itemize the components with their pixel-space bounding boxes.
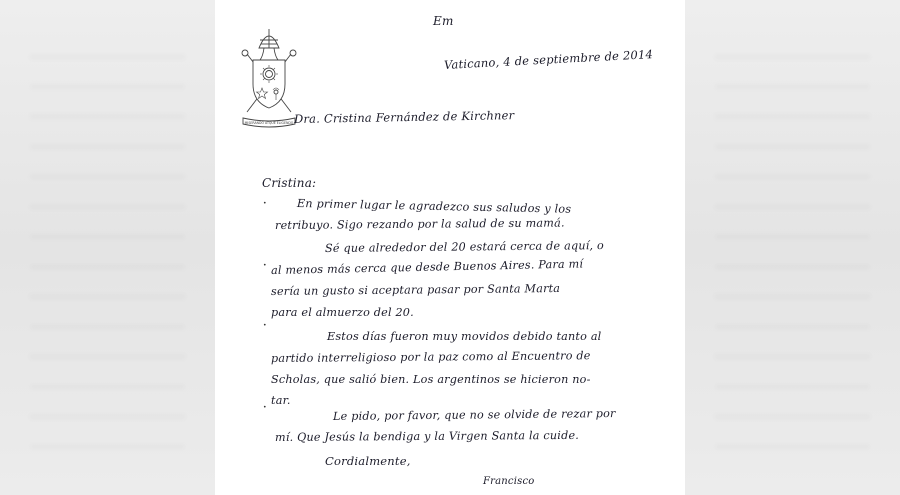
- paragraph-2-line-3: sería un gusto si aceptara pasar por Santa Marta: [270, 281, 561, 298]
- paragraph-2-line-2: al menos más cerca que desde Buenos Aires. Para mí: [270, 257, 584, 277]
- paragraph-2-line-1: Sé que alrededor del 20 estará cerca de aquí, o: [324, 239, 604, 255]
- paragraph-1-line-2: retribuyo. Sigo rezando por la salud de su mamá.: [274, 216, 565, 232]
- paragraph-3-line-4: tar.: [271, 394, 291, 407]
- margin-dot: •: [263, 322, 267, 329]
- blurred-background-right: [685, 0, 900, 495]
- paragraph-3-line-3: Scholas, que salió bien. Los argentinos se hicieron no-: [271, 373, 591, 386]
- paragraph-3-line-1: Estos días fueron muy movidos debido tanto al: [327, 330, 602, 343]
- margin-dot: •: [263, 200, 267, 207]
- letter-signature: Francisco: [483, 476, 535, 487]
- paragraph-2-line-4: para el almuerzo del 20.: [271, 306, 414, 319]
- letter-closing: Cordialmente,: [325, 454, 411, 468]
- paragraph-3-line-2: partido interreligioso por la paz como al Encuentro de: [270, 349, 591, 365]
- margin-dot: •: [263, 404, 267, 411]
- letter-salutation: Cristina:: [262, 176, 317, 190]
- letter-date: Vaticano, 4 de septiembre de 2014: [443, 47, 654, 72]
- paragraph-1-line-1: En primer lugar le agradezco sus saludos y los: [296, 197, 572, 216]
- paragraph-4-line-1: Le pido, por favor, que no se olvide de rezar por: [332, 407, 616, 423]
- letter-paper: [215, 0, 685, 495]
- crest-motto: MISERANDO ATQUE ELIGENDO: [244, 121, 294, 125]
- paragraph-4-line-2: mí. Que Jesús la bendiga y la Virgen Santa la cuide.: [274, 428, 580, 444]
- cross-mark: Em: [433, 14, 454, 28]
- margin-dot: •: [263, 262, 267, 269]
- blurred-background-left: [0, 0, 215, 495]
- letter-recipient: Dra. Cristina Fernández de Kirchner: [293, 108, 515, 126]
